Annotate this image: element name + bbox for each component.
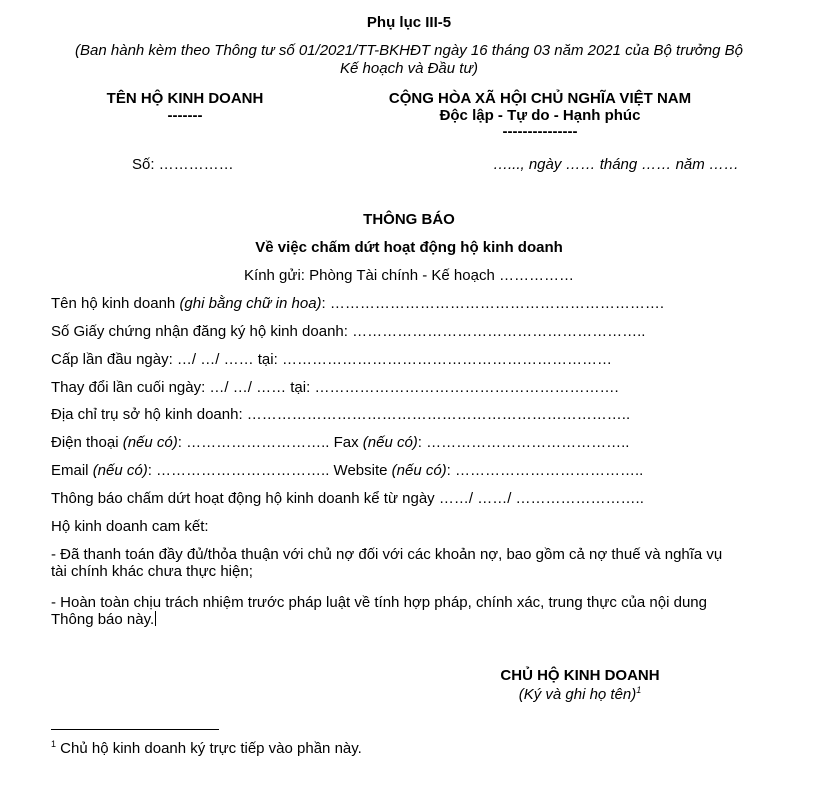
date-line: …..., ngày …… tháng …… năm …… [493, 156, 739, 173]
business-name-field: Tên hộ kinh doanh (ghi bằng chữ in hoa): …………………………………………………………. [51, 295, 665, 312]
right-dash: --------------- [502, 123, 578, 140]
footnote-number: 1 [51, 739, 57, 749]
phone-fax-field: Điện thoại (nếu có): ……………………….. Fax (nếu có): ………………………………….. [51, 434, 630, 451]
country-name: CỘNG HÒA XÃ HỘI CHỦ NGHĨA VIỆT NAM [388, 90, 692, 107]
certificate-number-field: Số Giấy chứng nhận đăng ký hộ kinh doanh: ………………………………………………….. [51, 323, 646, 340]
footnote: $^1$ Chủ hộ kinh doanh ký trực tiếp vào phần này. [51, 739, 362, 757]
signature-note: (Ký và ghi họ tên)$^1$ [518, 685, 642, 703]
national-motto: Độc lập - Tự do - Hạnh phúc [439, 107, 641, 124]
uppercase-hint: (ghi bằng chữ in hoa) [179, 295, 322, 312]
business-name-heading: TÊN HỘ KINH DOANH ------- [90, 90, 280, 124]
commitment-item-2: - Hoàn toàn chịu trách nhiệm trước pháp luật về tính hợp pháp, chính xác, trung thực của nội dung Thông báo này. [51, 594, 707, 628]
last-change-field: Thay đổi lần cuối ngày: …/ …/ …… tại: ……………………………………………………. [51, 379, 619, 396]
notice-subtitle: Về việc chấm dứt hoạt động hộ kinh doanh [255, 239, 563, 256]
footnote-reference: 1 [636, 685, 642, 695]
document-number: Số: …………… [132, 156, 234, 173]
first-issue-field: Cấp lần đầu ngày: …/ …/ …… tại: ………………………………………………………… [51, 351, 612, 368]
signature-title: CHỦ HỘ KINH DOANH [500, 667, 660, 684]
text-cursor [155, 611, 156, 626]
addressee: Kính gửi: Phòng Tài chính - Kế hoạch …………… [244, 267, 574, 284]
issued-note [0, 42, 818, 78]
issued-note-line-2: Kế hoạch và Đầu tư) [340, 60, 478, 77]
termination-date-field: Thông báo chấm dứt hoạt động hộ kinh doanh kể từ ngày ……/ ……/ …………………….. [51, 490, 644, 507]
commitment-item-1: - Đã thanh toán đầy đủ/thỏa thuận với chủ nợ đối với các khoản nợ, bao gồm cả nợ thuế và nghĩa vụ tài chính khác chưa thực hiện; [51, 546, 723, 580]
left-dash: ------- [167, 107, 203, 124]
issued-note-line-1: (Ban hành kèm theo Thông tư số 01/2021/TT-BKHĐT ngày 16 tháng 03 năm 2021 của Bộ trưởng Bộ [75, 42, 743, 59]
notice-title: THÔNG BÁO [363, 211, 455, 228]
email-website-field: Email (nếu có): …………………………….. Website (nếu có): ……………………………….. [51, 462, 644, 479]
commitment-heading: Hộ kinh doanh cam kết: [51, 518, 209, 535]
address-field: Địa chỉ trụ sở hộ kinh doanh: ………………………………………………………………….. [51, 406, 631, 423]
appendix-title: Phụ lục III-5 [366, 14, 452, 31]
national-heading [330, 90, 750, 139]
footnote-separator [51, 729, 219, 730]
